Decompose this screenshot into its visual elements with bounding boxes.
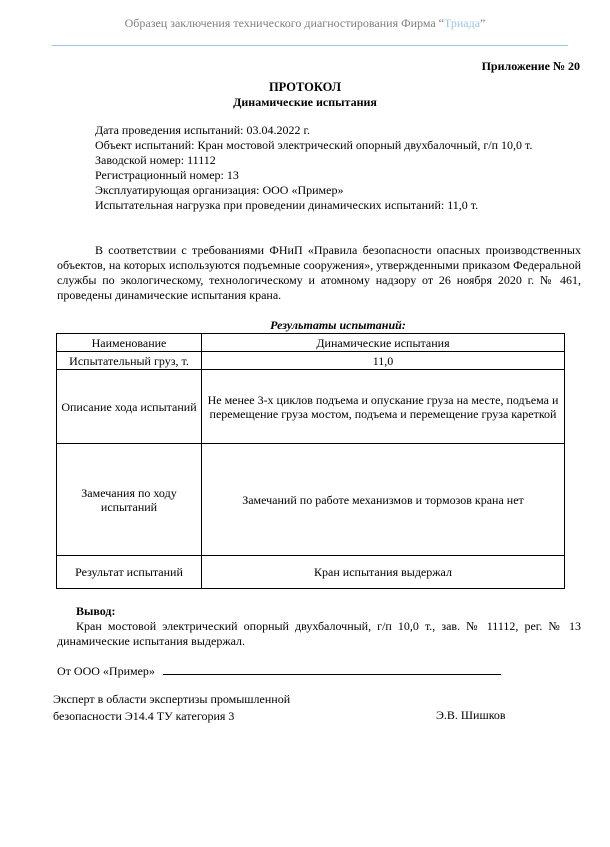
table-header-name: Наименование bbox=[57, 334, 202, 352]
table-row bbox=[57, 444, 565, 556]
header-divider bbox=[52, 45, 568, 46]
page-header bbox=[0, 16, 610, 31]
row-value: 11,0 bbox=[202, 352, 565, 370]
header-suffix: ” bbox=[480, 16, 486, 30]
info-line-operator: Эксплуатирующая организация: ООО «Пример» bbox=[95, 183, 344, 197]
signature-from bbox=[57, 663, 501, 679]
row-label: Замечания по ходу испытаний bbox=[57, 444, 202, 556]
row-label: Результат испытаний bbox=[57, 556, 202, 589]
info-line-load: Испытательная нагрузка при проведении динамических испытаний: 11,0 т. bbox=[95, 198, 479, 212]
document-subtitle: Динамические испытания bbox=[233, 95, 377, 109]
expert-block bbox=[53, 691, 290, 725]
conclusion-heading: Вывод: bbox=[76, 604, 116, 618]
signature-line bbox=[163, 663, 501, 675]
header-prefix: Образец заключения технического диагностирования Фирма “ bbox=[124, 16, 444, 30]
conclusion-text: Кран мостовой электрический опорный двухбалочный, г/п 10,0 т., зав. № 11112, рег. № 13 динамические испытания выдержал. bbox=[57, 619, 581, 648]
table-header-row bbox=[57, 334, 565, 352]
row-value: Не менее 3-х циклов подъема и опускание груза на месте, подъема и перемещение груза мостом, подъема и перемещение груза кареткой bbox=[202, 370, 565, 444]
regulation-paragraph: В соответствии с требованиями ФНиП «Правила безопасности опасных производственных объектов, на которых используются подъемные сооружения», утвержденными приказом Федеральной службы по экологическому, технологическому и атомному надзору от 26 ноября 2020 г. № 461, проведены динамические испытания крана. bbox=[57, 243, 581, 302]
expert-line-1: Эксперт в области экспертизы промышленной bbox=[53, 692, 291, 706]
row-value: Замечаний по работе механизмов и тормозов крана нет bbox=[202, 444, 565, 556]
results-table bbox=[56, 333, 565, 589]
test-info-block bbox=[95, 123, 532, 213]
results-title: Результаты испытаний: bbox=[270, 318, 406, 332]
document-title: ПРОТОКОЛ bbox=[268, 80, 342, 94]
table-row bbox=[57, 352, 565, 370]
signature-org: От ООО «Пример» bbox=[57, 664, 155, 678]
row-label: Испытательный груз, т. bbox=[57, 352, 202, 370]
appendix-label: Приложение № 20 bbox=[481, 59, 580, 73]
table-row bbox=[57, 556, 565, 589]
row-label: Описание хода испытаний bbox=[57, 370, 202, 444]
expert-line-2: безопасности Э14.4 ТУ категория 3 bbox=[53, 709, 235, 723]
info-line-object: Объект испытаний: Кран мостовой электрический опорный двухбалочный, г/п 10,0 т. bbox=[95, 138, 533, 152]
expert-name: Э.В. Шишков bbox=[436, 708, 506, 722]
info-line-date: Дата проведения испытаний: 03.04.2022 г. bbox=[95, 123, 311, 137]
row-value: Кран испытания выдержал bbox=[202, 556, 565, 589]
info-line-serial: Заводской номер: 11112 bbox=[95, 153, 216, 167]
table-row bbox=[57, 370, 565, 444]
header-brand: Триада bbox=[443, 16, 481, 30]
table-header-tests: Динамические испытания bbox=[202, 334, 565, 352]
info-line-registration: Регистрационный номер: 13 bbox=[95, 168, 239, 182]
